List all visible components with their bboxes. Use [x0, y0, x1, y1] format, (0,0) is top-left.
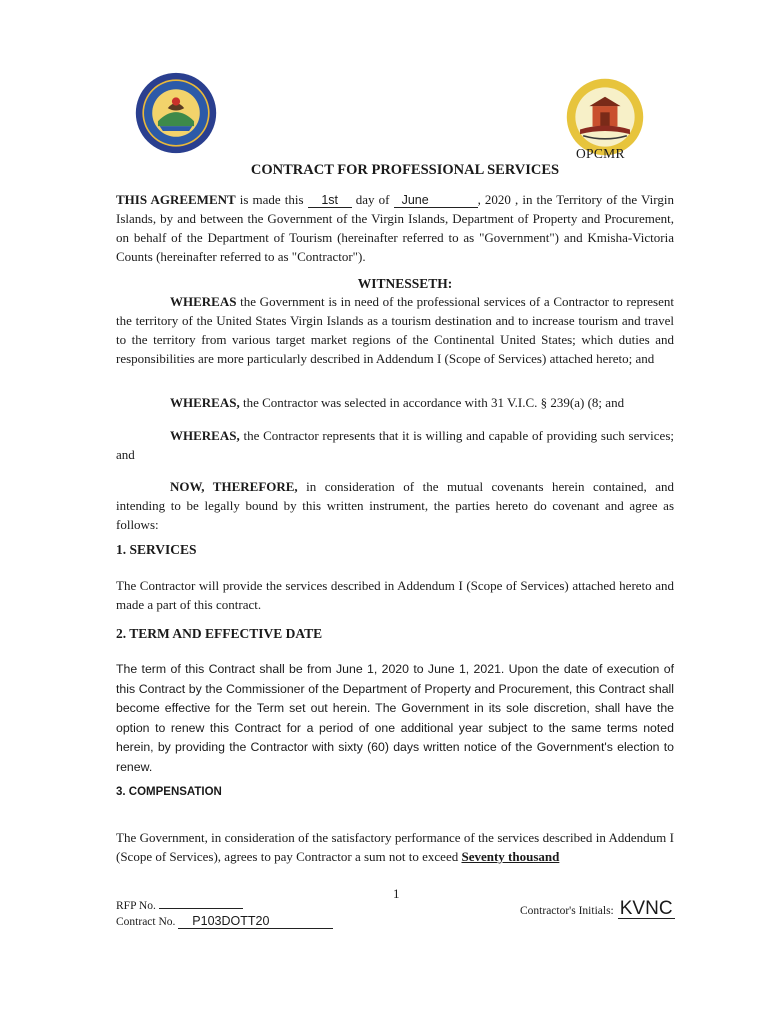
page-number: 1	[393, 886, 400, 901]
whereas-paragraph-3	[116, 426, 674, 464]
agreement-text-2: day of	[351, 192, 394, 207]
contractor-initials-line	[520, 900, 675, 919]
now-therefore-paragraph	[116, 477, 674, 534]
contract-label: Contract No.	[116, 916, 176, 928]
section-3-body: The Government, in consideration of the satisfactory performance of the services described in Addendum I (Scope of Services), agrees to pay Contractor a sum not to exceed	[116, 830, 674, 864]
rfp-number-line	[116, 898, 333, 914]
section-2-heading: 2. TERM AND EFFECTIVE DATE	[116, 626, 323, 641]
contract-number-field: P103DOTT20	[178, 914, 333, 929]
agreement-text-3: , 2020 , in the Territory of the Virgin Islands, by and between the Government of the Virgin Islands, Department of Property and Procurement, on behalf of the Department of Tourism (hereinafter referred to as "Government") and Kmisha-Victoria Counts (hereinafter referred to as "Contractor").	[116, 192, 674, 264]
tourism-seal-logo	[135, 72, 217, 154]
day-field: 1st	[308, 193, 352, 208]
contractor-initials: KVNC	[619, 898, 673, 919]
opcmr-seal-logo	[566, 78, 644, 156]
page-title: CONTRACT FOR PROFESSIONAL SERVICES	[250, 162, 560, 178]
witnesseth-heading: WITNESSETH:	[357, 276, 453, 291]
now-therefore-lead: NOW, THEREFORE,	[170, 479, 298, 494]
agreement-paragraph	[116, 190, 674, 266]
whereas-paragraph-2	[116, 393, 674, 412]
footer-numbers	[116, 898, 333, 930]
agreement-lead: THIS AGREEMENT	[116, 192, 236, 207]
whereas-text-1: the Government is in need of the professional services of a Contractor to represent the territory of the United States Virgin Islands as a tourism destination and to increase tourism and travel to the territory from various target market regions of the Continental United States; which duties and responsibilities are more particularly described in Addendum I (Scope of Services) attached hereto; and	[116, 294, 674, 366]
whereas-paragraph-1	[116, 292, 674, 368]
section-1-text: The Contractor will provide the services described in Addendum I (Scope of Services) attached hereto and made a part of this contract.	[116, 578, 674, 612]
section-2-text: The term of this Contract shall be from June 1, 2020 to June 1, 2021. Upon the date of execution of this Contract by the Commissioner of the Department of Property and Procurement, this Contract shall become effective for the Term set out herein. The Government in its sole discretion, shall have the option to renew this Contract for a period of one additional year subject to the same terms noted herein, by providing the Contractor with sixty (60) days written notice of the Government's election to renew.	[116, 662, 674, 774]
month-field: June	[394, 193, 478, 208]
whereas-text-3: the Contractor represents that it is willing and capable of providing such services; and	[116, 428, 674, 462]
agreement-text-1: is made this	[235, 192, 308, 207]
section-3-text	[116, 828, 674, 866]
initials-label: Contractor's Initials:	[520, 905, 614, 917]
whereas-text-2: the Contractor was selected in accordance with 31 V.I.C. § 239(a) (8; and	[239, 395, 625, 410]
whereas-lead-3: WHEREAS,	[170, 428, 240, 443]
whereas-lead-1: WHEREAS	[170, 294, 237, 309]
rfp-label: RFP No.	[116, 900, 156, 912]
now-therefore-text: in consideration of the mutual covenants herein contained, and intending to be legally bound by this written instrument, the parties hereto do covenant and agree as follows:	[116, 479, 674, 532]
contract-number-line	[116, 914, 333, 930]
section-1-heading: 1. SERVICES	[116, 542, 197, 557]
rfp-number-field	[159, 898, 243, 909]
agency-label: OPCMR	[576, 146, 625, 161]
whereas-lead-2: WHEREAS,	[170, 395, 240, 410]
section-3-heading: 3. COMPENSATION	[116, 786, 222, 798]
compensation-amount: Seventy thousand	[461, 849, 560, 864]
